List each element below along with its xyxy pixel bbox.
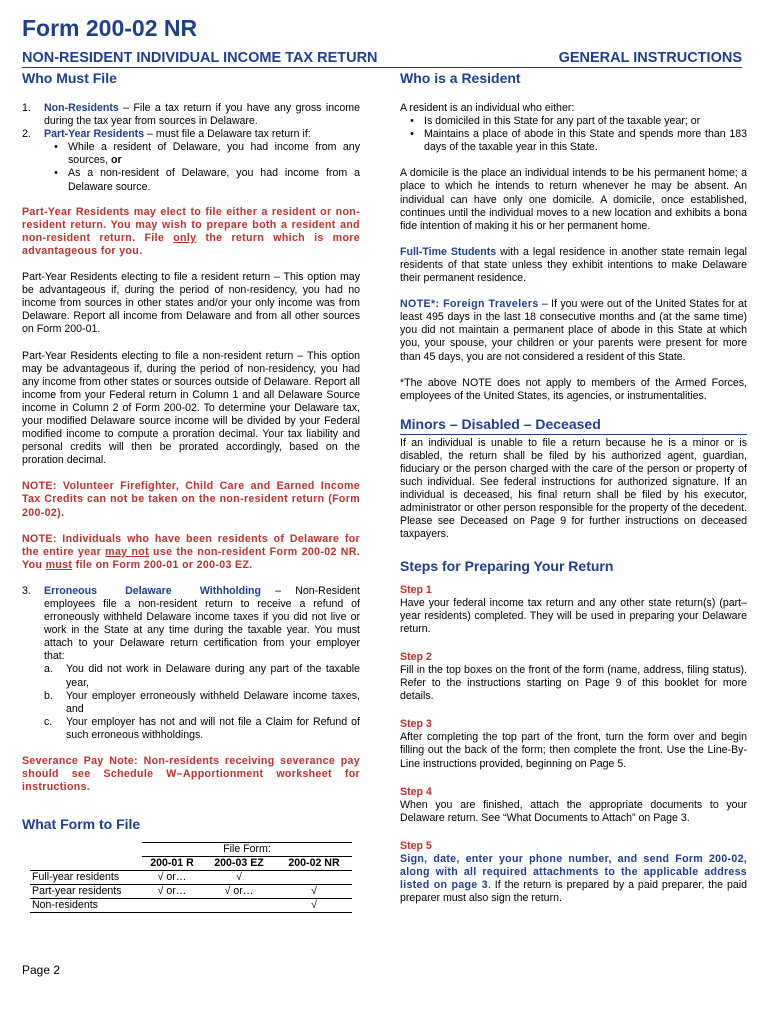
list-item-bullet: • Is domiciled in this State for any part of the taxable year; or bbox=[400, 115, 747, 128]
paragraph-armed-forces: *The above NOTE does not apply to members of the Armed Forces, employees of the United States, its agencies, or instrumentalities. bbox=[400, 376, 747, 402]
header-rule bbox=[22, 67, 742, 68]
step-1-heading: Step 1 bbox=[400, 583, 432, 596]
paragraph-minors: If an individual is unable to file a return because he is a minor or is disabled, the return shall be filed by his authorized agent, guardian, fiduciary or the person charged with the care of the person or property of such individual. See federal instructions for authorized signature. If an individual is deceased, his final return shall be filed by his executor, administrator or other person responsible for the property of the decedent. Please see Deceased on Page 9 for further instructions on deceased taxpayers. bbox=[400, 436, 747, 541]
step-3-heading: Step 3 bbox=[400, 718, 432, 731]
item-text: – must file a Delaware tax return if: bbox=[144, 128, 311, 141]
paragraph-domicile: A domicile is the place an individual intends to be his permanent home; a place to which he intends to return whenever he may be absent. An individual can have only one domicile. A domicile, once established, continues until the individual moves to a new location and exhibits a bona fide intention of making it his or her permanent home. bbox=[400, 167, 747, 232]
left-column bbox=[22, 70, 360, 913]
paragraph-foreign-travelers: NOTE*: Foreign Travelers – If you were out of the United States for at least 495 days in the last 18 consecutive months and (at the same time) you did not maintain a permanent place of abode in this State at which you, your spouse, your children or your parents were present for more than 45 days, you are not considered a resident of this State. bbox=[400, 298, 747, 363]
step-5-text: Sign, date, enter your phone number, and send Form 200-02, along with all required attachments to the applicable address listed on page 3. If the return is prepared by a paid preparer, the paid preparer must also sign the return. bbox=[400, 853, 747, 905]
item-text: – File a tax return if you have any gross income during the tax year from sources in Delaware. bbox=[44, 102, 360, 128]
page-number: Page 2 bbox=[22, 963, 61, 977]
paragraph-resident-option: Part-Year Residents electing to file a resident return – This option may be advantageous if, during the period of non-residency, you had no income from sources in other states and/or your only income was from Delaware. Report all income from Delaware and from all other sources on Form 200-01. bbox=[22, 271, 360, 336]
paragraph-nonresident-option: Part-Year Residents electing to file a non-resident return – This option may be advantageous if, during the period of non-residency, you had any income from other states or sources outside of Delaware. Report all income from your Federal return in Column 1 and all Delaware Source income in Column 2 of Form 200-02. To determine your Delaware tax, your modified Delaware source income will be divided by your Federal modified income to compute a proration decimal. Your tax liability and personal credits will then be prorated accordingly, based on the proration decimal. bbox=[22, 349, 360, 467]
list-item-bullet bbox=[44, 141, 360, 167]
note-full-year-residents: NOTE: Individuals who have been residents of Delaware for the entire year may not use the non-resident Form 200-02 NR. You must file on Form 200-01 or 200-03 EZ. bbox=[22, 532, 361, 571]
step-4-heading: Step 4 bbox=[400, 785, 432, 798]
list-item-nonresidents bbox=[22, 102, 360, 128]
list-item-part-year bbox=[22, 128, 360, 141]
step-2-heading: Step 2 bbox=[400, 650, 432, 663]
bullet-text: While a resident of Delaware, you had income from any sources, bbox=[68, 141, 360, 167]
bullet-text: As a non-resident of Delaware, you had income from a Delaware source. bbox=[68, 167, 360, 193]
col-header-200-03: 200-03 EZ bbox=[202, 857, 276, 871]
step-4-text: When you are finished, attach the appropriate documents to your Delaware return. See “What Documents to Attach” on Page 3. bbox=[400, 798, 747, 824]
list-number: 2. bbox=[22, 128, 31, 141]
part-year-election-note: Part-Year Residents may elect to file either a resident or non-resident return. You may wish to prepare both a resident and non-resident return. File only the return which is more advantageous for you. bbox=[22, 205, 360, 257]
form-title: Form 200-02 NR bbox=[22, 15, 198, 41]
form-selection-table bbox=[30, 842, 352, 913]
list-item-erroneous-withholding bbox=[22, 585, 360, 664]
bullet-icon: • bbox=[54, 141, 58, 154]
term-nonresidents: Non-Residents bbox=[44, 102, 119, 114]
sub-item-c: c. Your employer has not and will not file a Claim for Refund of such erroneous withholdings. bbox=[44, 715, 360, 741]
item-text: – Non-Resident employees file a non-resident return to receive a refund of erroneously withheld Delaware income taxes if you did not live or work in the State at any time during the taxable year. You must attach to your Delaware return certification from your employer that: bbox=[44, 584, 360, 663]
right-column bbox=[400, 70, 747, 905]
col-header-200-01: 200-01 R bbox=[142, 857, 202, 871]
term-erroneous-withholding: Erroneous Delaware Withholding bbox=[44, 584, 261, 597]
step-1-text: Have your federal income tax return and any other state return(s) (part–year residents) completed. They will be used in preparing your Delaware return. bbox=[400, 596, 747, 635]
step-5-heading: Step 5 bbox=[400, 839, 432, 852]
table-row: Non-residents √ bbox=[30, 899, 352, 913]
who-must-file-heading: Who Must File bbox=[22, 70, 117, 86]
section-heading-general-instructions: GENERAL INSTRUCTIONS bbox=[558, 50, 742, 66]
resident-intro: A resident is an individual who either: bbox=[400, 102, 575, 114]
note-volunteer-credits: NOTE: Volunteer Firefighter, Child Care and Earned Income Tax Credits can not be taken on the non-resident return (Form 200-02). bbox=[22, 480, 360, 519]
term-part-year: Part-Year Residents bbox=[44, 128, 145, 141]
bullet-icon: • bbox=[410, 128, 414, 141]
who-is-resident-heading: Who is a Resident bbox=[400, 70, 521, 86]
severance-pay-note: Severance Pay Note: Non-residents receiving severance pay should see Schedule W–Apportionment worksheet for instructions. bbox=[22, 755, 360, 794]
section-heading-nonresident-return: NON-RESIDENT INDIVIDUAL INCOME TAX RETURN bbox=[22, 50, 378, 66]
table-row: Part-year residents √ or… √ or… √ bbox=[30, 885, 352, 899]
file-form-label: File Form: bbox=[142, 843, 352, 857]
steps-heading: Steps for Preparing Your Return bbox=[400, 557, 614, 574]
sub-item-a: a. You did not work in Delaware during any part of the taxable year, bbox=[44, 663, 360, 689]
table-row: Full-year residents √ or… √ bbox=[30, 871, 352, 885]
bullet-or: or bbox=[110, 154, 122, 167]
list-number: 1. bbox=[22, 102, 31, 114]
list-item-bullet: • Maintains a place of abode in this State and spends more than 183 days of the taxable year in this State. bbox=[400, 128, 747, 154]
list-number: 3. bbox=[22, 584, 31, 597]
bullet-icon: • bbox=[410, 115, 414, 128]
sub-item-b: b. Your employer erroneously withheld Delaware income taxes, and bbox=[44, 689, 360, 715]
minors-heading: Minors – Disabled – Deceased bbox=[400, 416, 747, 435]
paragraph-full-time-students: Full-Time Students with a legal residence in another state remain legal residents of that state unless they exhibit intentions to make Delaware their permanent residence. bbox=[400, 245, 747, 285]
step-3-text: After completing the top part of the front, turn the form over and begin filling out the back of the form; then complete the front. Use the Line-By-Line instructions provided, beginning on Page 5. bbox=[400, 731, 747, 770]
list-item-bullet bbox=[44, 167, 360, 193]
what-form-heading: What Form to File bbox=[22, 816, 141, 833]
step-2-text: Fill in the top boxes on the front of the form (name, address, filing status). Refer to the instructions starting on Page 9 of this booklet for more details. bbox=[400, 664, 747, 703]
col-header-200-02: 200-02 NR bbox=[276, 857, 352, 871]
bullet-icon: • bbox=[54, 167, 58, 180]
